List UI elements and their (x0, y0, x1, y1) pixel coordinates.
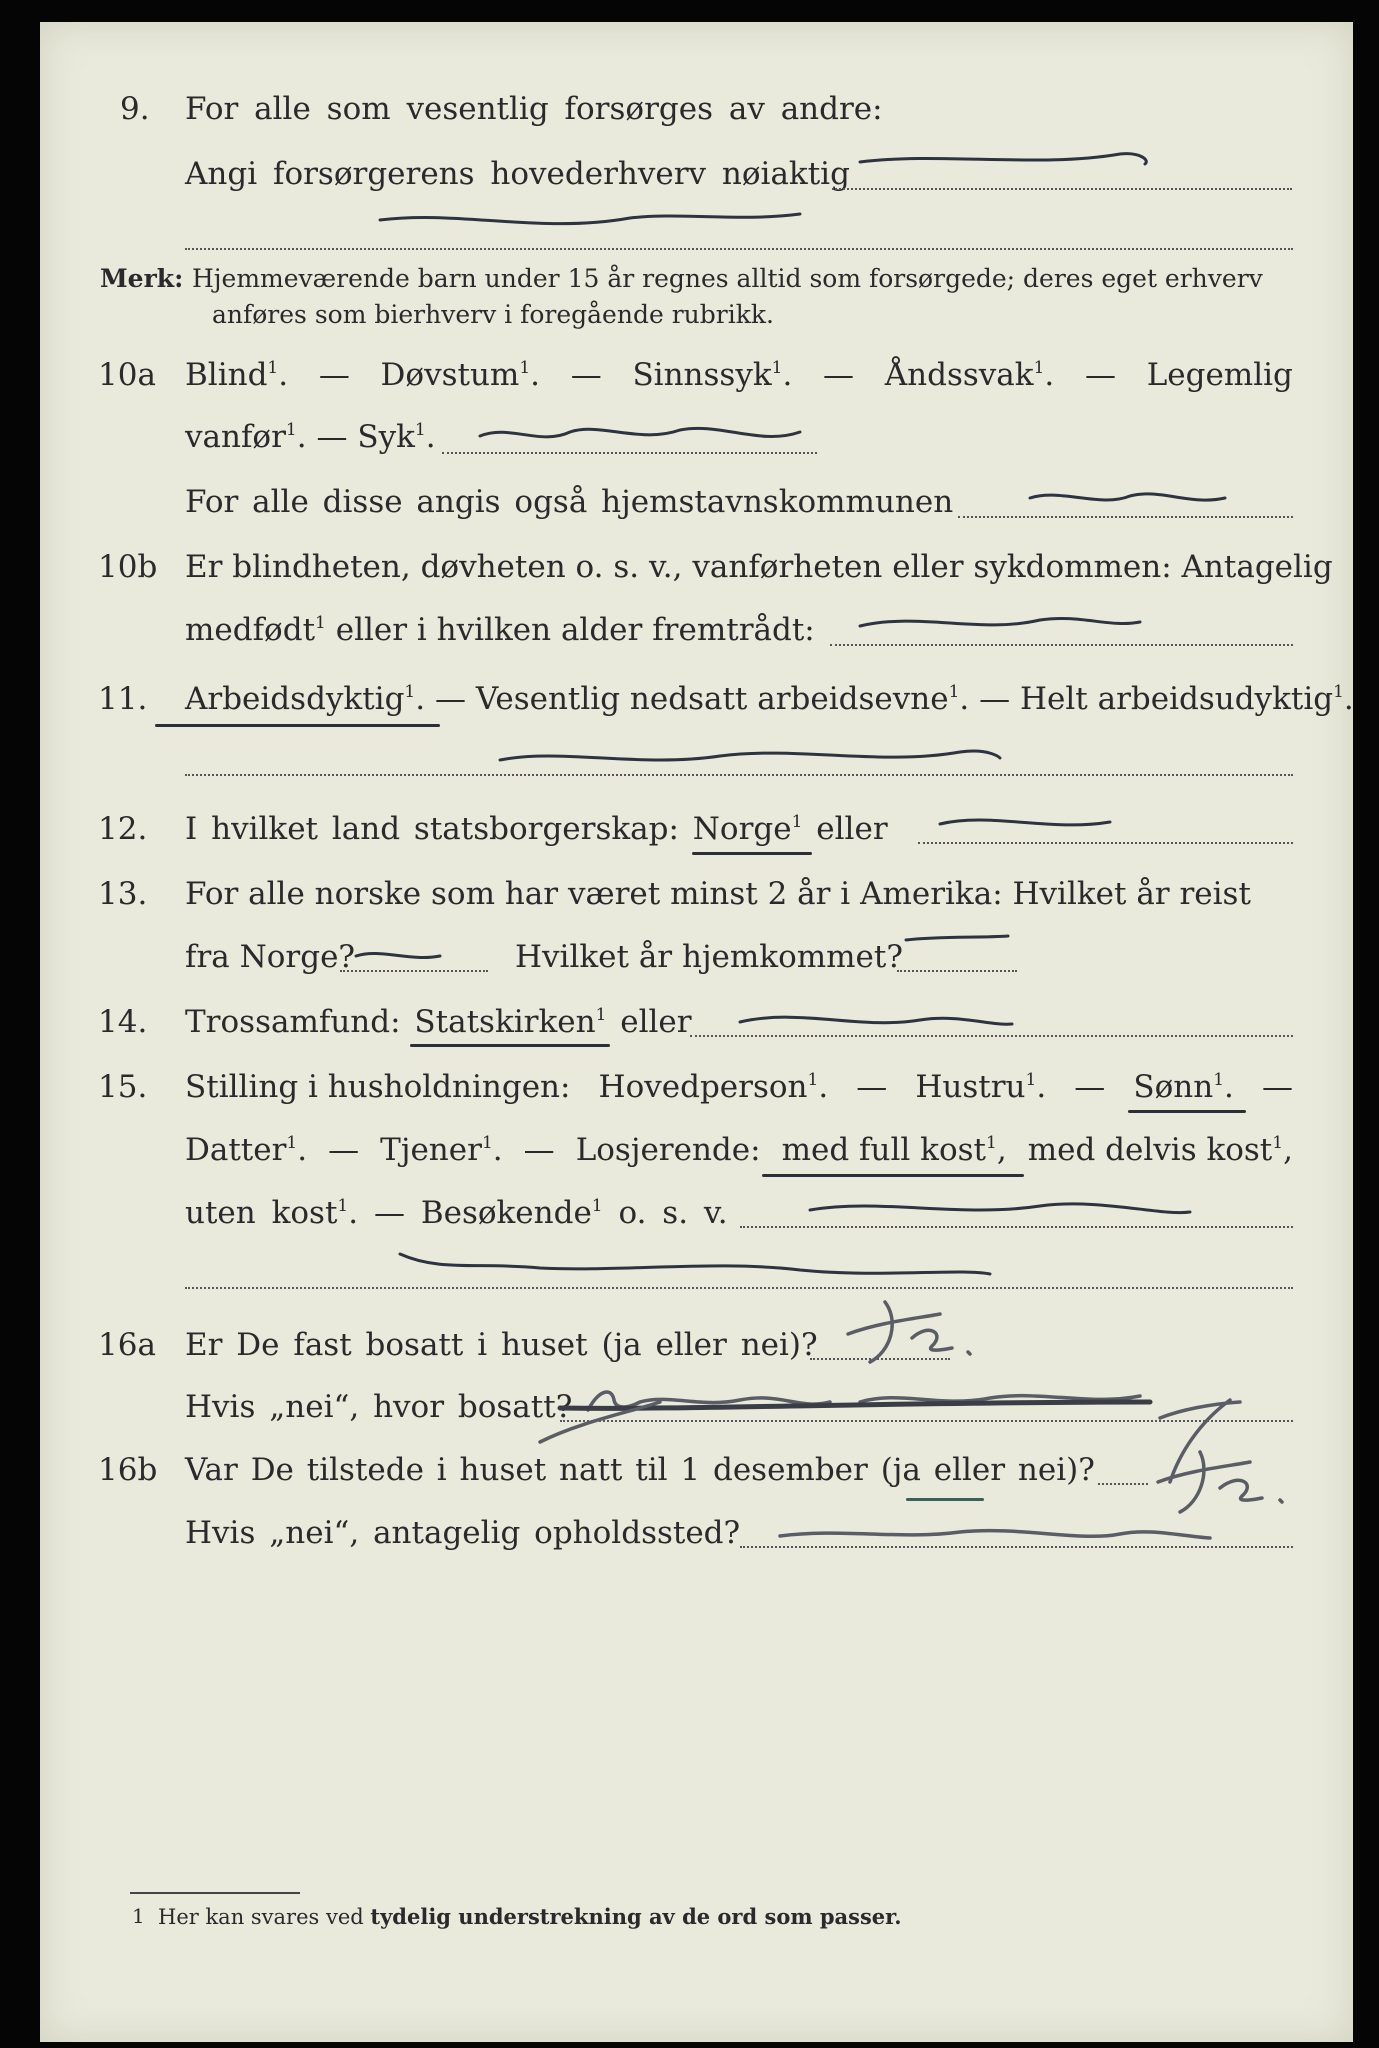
q16b-answer-line (1098, 1483, 1148, 1485)
footnote-text: Her kan svares ved tydelig understrekning av de ord som passer. (158, 1904, 902, 1929)
q15-answer-line-2 (185, 1287, 1293, 1289)
ink-handwritten-bosatt (588, 1392, 830, 1410)
q16a-bosatt-answer-line (560, 1420, 1293, 1422)
ink-answer-ja (848, 1302, 970, 1362)
ink-dash (810, 1204, 1190, 1213)
q10b-number: 10b (98, 549, 158, 585)
dash: — (1084, 357, 1116, 393)
q11-option-arbeidsdyktig: Arbeidsdyktig (185, 681, 405, 717)
ink-dash (356, 953, 440, 957)
q10a-number: 10a (98, 357, 156, 393)
q13-line2a: fra Norge? (185, 939, 356, 975)
q14-number: 14. (98, 1004, 148, 1040)
dash: — (570, 357, 602, 393)
ink-strikethrough (560, 1402, 1150, 1408)
q16a-line1: Er De fast bosatt i huset (ja eller nei)? (185, 1327, 818, 1363)
q11-answer-line (185, 774, 1293, 776)
q15-answer-line (740, 1226, 1293, 1228)
ink-dash (906, 936, 1008, 940)
merk-label: Merk: (100, 264, 184, 293)
q10b-line2: medfødt$^1$ eller i hvilken alder fremtrådt: (185, 612, 815, 648)
ink-dash (860, 618, 1140, 626)
footnote-mark: 1 (132, 1904, 145, 1928)
ink-dash (480, 428, 800, 437)
merk-line1: Hjemmeværende barn under 15 år regnes alltid som forsørgede; deres eget erhverv (192, 264, 1263, 293)
q14-option-statskirken: Statskirken (414, 1004, 596, 1040)
ink-dash (400, 1254, 990, 1274)
q15-option-sonn: Sønn$^1$. (1133, 1069, 1234, 1105)
q13-line1: For alle norske som har været minst 2 år i Amerika: Hvilket år reist (185, 876, 1251, 912)
q13-reist-answer-line (340, 970, 488, 972)
q11-options: Arbeidsdyktig$^1$. — Vesentlig nedsatt arbeidsevne$^1$. — Helt arbeidsudyktig$^1$. (185, 681, 1354, 717)
q15-option-full-kost: med full kost$^1$, (781, 1132, 1007, 1168)
q10a-option-sinnssyk: Sinnssyk$^1$. (632, 357, 793, 393)
merk-line2: anføres som bierhverv i foregående rubrikk. (212, 300, 774, 329)
q12-text: I hvilket land statsborgerskap: Norge$^1$ eller (185, 811, 888, 847)
q10a-line3: For alle disse angis også hjemstavnskommunen (185, 484, 954, 520)
dash: — (823, 357, 855, 393)
census-form-page (40, 22, 1353, 2042)
q13-line2b: Hvilket år hjemkommet? (515, 939, 903, 975)
q14-text: Trossamfund: Statskirken$^1$ eller (185, 1004, 692, 1040)
q9-number: 9. (120, 91, 150, 127)
ink-dash (940, 820, 1110, 825)
q16a-answer-line (810, 1358, 950, 1360)
q16a-line2: Hvis „nei“, hvor bosatt? (185, 1389, 573, 1425)
q9-answer-line-2 (185, 248, 1293, 250)
q10a-options (185, 357, 1293, 393)
q11-number: 11. (98, 681, 148, 717)
q10a-option-andssvak: Åndssvak$^1$. (884, 357, 1055, 393)
q10a-syk-answer-line (442, 452, 817, 454)
q12-underline-norge (692, 852, 812, 855)
q13-number: 13. (98, 876, 148, 912)
q16b-underline-ja (906, 1498, 984, 1501)
q10b-line1: Er blindheten, døvheten o. s. v., vanførheten eller sykdommen: Antagelig (185, 549, 1333, 585)
ink-arrow (1160, 1400, 1240, 1482)
q16b-line2: Hvis „nei“, antagelig opholdssted? (185, 1515, 741, 1551)
q11-underline-arbeidsdyktig (155, 724, 440, 727)
ink-dash (780, 1531, 1210, 1538)
q16b-opholdssted-answer-line (740, 1546, 1293, 1548)
q9-answer-line (832, 188, 1292, 190)
q12-option-norge: Norge (692, 811, 792, 847)
footnote-rule (130, 1892, 300, 1894)
ink-dash (1030, 494, 1225, 500)
q10a-hjemstavn-answer-line (958, 516, 1293, 518)
q15-number: 15. (98, 1069, 148, 1105)
q12-answer-line (918, 842, 1293, 844)
q16a-number: 16a (98, 1327, 156, 1363)
ink-answer-ja-2 (1158, 1452, 1282, 1512)
ink-dash (860, 154, 1146, 164)
q15-underline-sonn (1128, 1110, 1246, 1113)
q16b-number: 16b (98, 1452, 158, 1488)
q10a-option-dovstum: Døvstum$^1$. (380, 357, 540, 393)
q15-line3: uten kost$^1$. — Besøkende$^1$ o. s. v. (185, 1195, 728, 1231)
q13-hjemkommet-answer-line (897, 970, 1017, 972)
q15-underline-full-kost (762, 1174, 1024, 1177)
q10a-option-blind: Blind$^1$. (185, 357, 289, 393)
q14-underline-statskirken (410, 1044, 610, 1047)
ink-dash (380, 214, 800, 224)
q14-answer-line (690, 1035, 1293, 1037)
ink-dash (500, 751, 1000, 760)
q16b-line1: Var De tilstede i huset natt til 1 desember (ja eller nei)? (185, 1452, 1095, 1488)
ink-handwritten-sjofarende (860, 1396, 1140, 1402)
q10b-answer-line (830, 644, 1293, 646)
q12-number: 12. (98, 811, 148, 847)
q15-line1: Stilling i husholdningen: Hovedperson$^1$. — Hustru$^1$. — Sønn$^1$. — (185, 1069, 1293, 1105)
ink-dash (740, 1017, 1012, 1024)
q10a-option-legemlig: Legemlig (1146, 357, 1293, 393)
dash: — (318, 357, 350, 393)
q10a-line2: vanfør$^1$. — Syk$^1$. (185, 419, 436, 455)
q9-line2: Angi forsørgerens hovederhverv nøiaktig (185, 156, 850, 192)
q15-line2: Datter$^1$. — Tjener$^1$. — Losjerende: med full kost$^1$, med delvis kost$^1$, (185, 1132, 1293, 1168)
q9-line1: For alle som vesentlig forsørges av andre: (185, 91, 883, 127)
